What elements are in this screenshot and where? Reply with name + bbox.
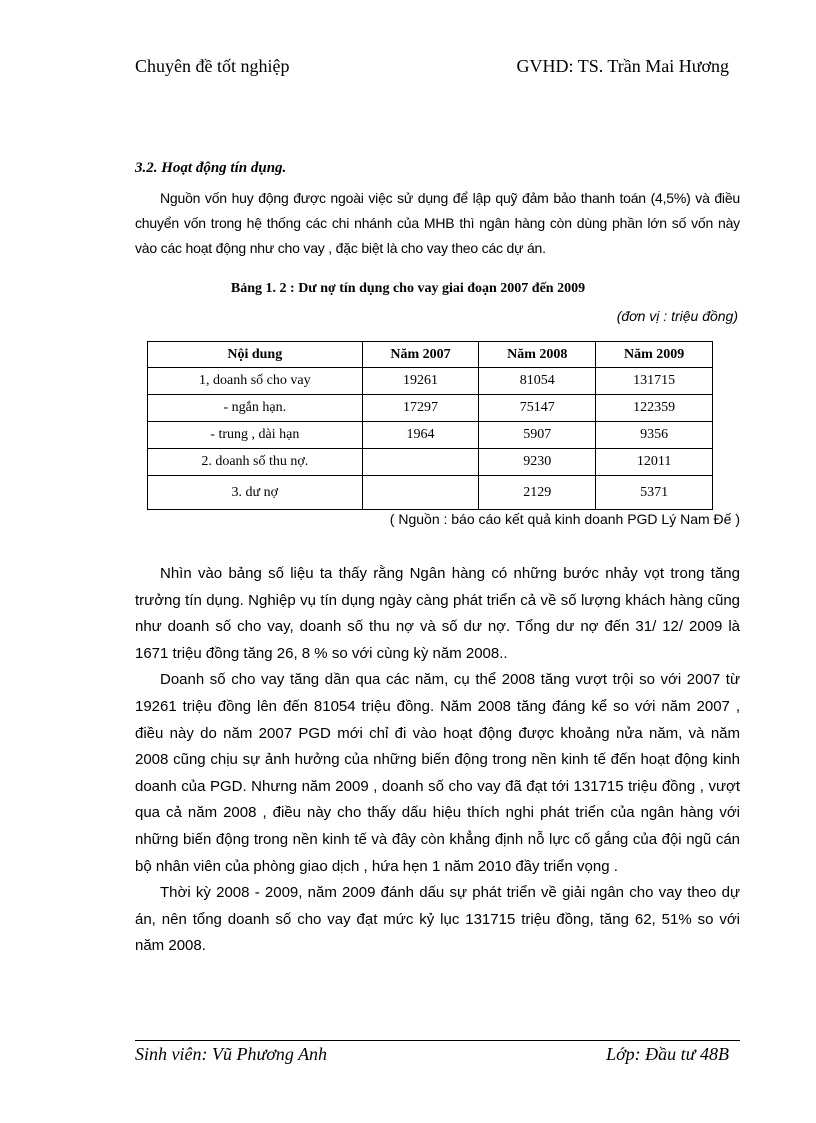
table-cell: 1, doanh số cho vay (148, 368, 363, 395)
table-header-cell: Năm 2009 (596, 342, 713, 368)
table-cell: - trung , dài hạn (148, 422, 363, 449)
table-source: ( Nguồn : báo cáo kết quả kinh doanh PGD Lý Nam Đế ) (389, 511, 740, 527)
table-unit: (đơn vị : triệu đồng) (616, 308, 738, 324)
table-cell (362, 476, 479, 510)
table-cell: 9356 (596, 422, 713, 449)
table-cell (362, 449, 479, 476)
table-cell: 2129 (479, 476, 596, 510)
body-text (135, 561, 740, 960)
table-cell: 75147 (479, 395, 596, 422)
table-row (148, 368, 713, 395)
table-row (148, 449, 713, 476)
table-cell: 12011 (596, 449, 713, 476)
table-cell: 81054 (479, 368, 596, 395)
table-cell: 19261 (362, 368, 479, 395)
section-title: 3.2. Hoạt động tín dụng. (135, 160, 287, 176)
table-header-cell: Năm 2008 (479, 342, 596, 368)
credit-table (147, 341, 713, 510)
table-row (148, 422, 713, 449)
table-header-cell: Năm 2007 (362, 342, 479, 368)
table-cell: 5907 (479, 422, 596, 449)
table-caption: Bảng 1. 2 : Dư nợ tín dụng cho vay giai đoạn 2007 đến 2009 (230, 281, 586, 296)
body-paragraph: Thời kỳ 2008 - 2009, năm 2009 đánh dấu sự phát triển về giải ngân cho vay theo dự án, nên tổng doanh số cho vay đạt mức kỷ lục 131715 triệu đồng, tăng 62, 51% so với năm 2008. (135, 884, 740, 955)
body-paragraph: Doanh số cho vay tăng dần qua các năm, cụ thể 2008 tăng vượt trội so với 2007 từ 19261 triệu đồng lên đến 81054 triệu đồng. Năm 2008 tăng đáng kể so với năm 2007 , điều này do năm 2007 PGD mới chỉ đi vào hoạt động được khoảng nửa năm, và năm 2008 cũng chịu sự ảnh hưởng của những biến động trong nền kinh tế đến hoạt động kinh doanh của PGD. Nhưng năm 2009 , doanh số cho vay đã đạt tới 131715 triệu đồng , vượt qua cả năm 2008 , điều này cho thấy dấu hiệu thích nghi phát triển của ngân hàng với những biến động trong nền kinh tế và đây còn khẳng định nỗ lực cố gắng của đội ngũ cán bộ nhân viên của phòng giao dịch , hứa hẹn 1 năm 2010 đầy triển vọng . (135, 671, 740, 875)
table-row (148, 395, 713, 422)
body-paragraph: Nhìn vào bảng số liệu ta thấy rằng Ngân hàng có những bước nhảy vọt trong tăng trưởng tín dụng. Nghiệp vụ tín dụng ngày càng phát triển cả về số lượng khách hàng cũng như doanh số cho vay, doanh số thu nợ và số dư nợ. Tổng dư nợ đến 31/ 12/ 2009 là 1671 triệu đồng tăng 26, 8 % so với cùng kỳ năm 2008.. (135, 565, 740, 662)
table-header-row (148, 342, 713, 368)
table-cell: 3. dư nợ (148, 476, 363, 510)
intro-paragraph: Nguồn vốn huy động được ngoài việc sử dụng để lập quỹ đảm bảo thanh toán (4,5%) và điều chuyển vốn trong hệ thống các chi nhánh của MHB thì ngân hàng còn dùng phần lớn số vốn này vào các hoạt động như cho vay , đặc biệt là cho vay theo các dự án. (135, 190, 740, 256)
table-cell: 131715 (596, 368, 713, 395)
table-header-cell: Nội dung (148, 342, 363, 368)
table-cell: 1964 (362, 422, 479, 449)
table-row (148, 476, 713, 510)
footer-student: Sinh viên: Vũ Phương Anh (135, 1044, 328, 1064)
table-cell: 9230 (479, 449, 596, 476)
footer-divider (135, 1040, 740, 1041)
table-cell: 17297 (362, 395, 479, 422)
table-cell: 122359 (596, 395, 713, 422)
table-cell: 2. doanh số thu nợ. (148, 449, 363, 476)
table-cell: 5371 (596, 476, 713, 510)
header-advisor: GVHD: TS. Trần Mai Hương (516, 56, 729, 76)
footer-class: Lớp: Đầu tư 48B (606, 1044, 729, 1064)
header-topic: Chuyên đề tốt nghiệp (135, 56, 290, 76)
table-cell: - ngắn hạn. (148, 395, 363, 422)
